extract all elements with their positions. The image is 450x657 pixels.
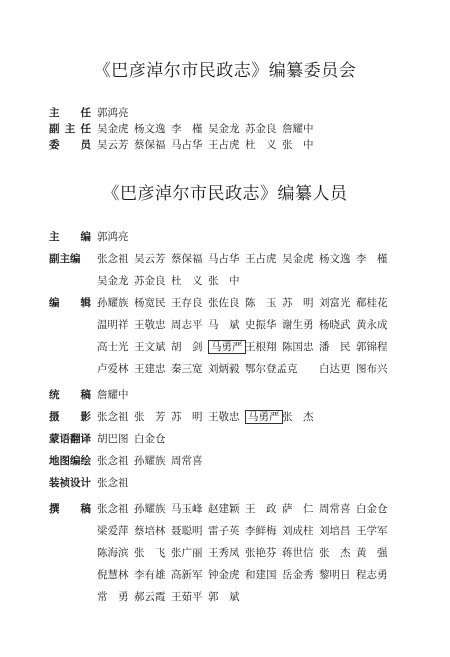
person-name: 和建国 — [245, 569, 277, 581]
person-name: 苏金良 — [134, 275, 166, 287]
label-text: 主 — [49, 231, 60, 243]
row-label — [49, 450, 97, 472]
name-list — [97, 292, 397, 380]
staff-title: 《巴彦淖尔市民政志》编纂人员 — [102, 184, 348, 204]
person-name: 吴金龙 — [208, 123, 240, 135]
person-name: 苏 明 — [282, 297, 314, 309]
person-name: 刘炳毅 — [208, 363, 240, 375]
person-name: 黎明日 — [319, 569, 351, 581]
person-name: 张 中 — [208, 275, 240, 287]
person-name: 刘培昌 — [319, 525, 351, 537]
name-list — [97, 226, 397, 248]
committee-title: 《巴彦淖尔市民政志》编纂委员会 — [93, 61, 357, 81]
person-name: 黄 强 — [356, 547, 388, 559]
label-text: 撰 — [49, 503, 60, 515]
person-name: 吴云芳 — [97, 139, 129, 151]
person-name: 潘 民 — [319, 341, 351, 353]
person-name: 王根翔 — [245, 341, 277, 353]
person-name: 马占华 — [208, 253, 240, 265]
person-name: 张 中 — [282, 139, 314, 151]
label-text: 任 — [80, 107, 91, 119]
row-label — [49, 498, 97, 520]
label-text: 副主编 — [49, 253, 81, 265]
label-text: 装祯设计 — [49, 477, 91, 489]
person-name: 杜 义 — [171, 275, 203, 287]
person-name: 史振华 — [245, 319, 277, 331]
staff-row — [49, 384, 439, 406]
person-name: 马玉峰 — [171, 503, 203, 515]
staff-row — [49, 498, 439, 608]
person-name: 马 斌 — [208, 319, 240, 331]
person-name: 杨宽民 — [134, 297, 166, 309]
person-name: 孙耀族 — [134, 503, 166, 515]
person-name: 钟金虎 — [208, 569, 240, 581]
person-name: 白达更 — [319, 363, 351, 375]
staff-row — [49, 406, 439, 428]
person-name: 杨晓武 — [319, 319, 351, 331]
person-name: 郭锦程 — [356, 341, 388, 353]
person-name: 张佐良 — [208, 297, 240, 309]
name-list — [97, 384, 397, 406]
person-name: 梁爱萍 — [97, 525, 129, 537]
name-list — [97, 121, 397, 137]
person-name: 李 槿 — [171, 123, 203, 135]
name-list — [97, 248, 397, 292]
label-text: 主 — [64, 123, 76, 135]
person-name: 孙耀族 — [134, 455, 166, 467]
name-list — [97, 498, 397, 608]
committee-row — [49, 137, 439, 153]
person-name: 张念祖 — [97, 455, 129, 467]
person-name: 图布兴 — [356, 363, 388, 375]
name-list — [97, 472, 397, 494]
name-list — [97, 428, 397, 450]
person-name: 白金仓 — [356, 503, 388, 515]
person-name: 杨文逸 — [319, 253, 351, 265]
person-name: 苏金良 — [245, 123, 277, 135]
person-name: 张念祖 — [97, 253, 129, 265]
person-name: 雷子英 — [208, 525, 240, 537]
person-name: 王学军 — [356, 525, 388, 537]
person-name: 苏 明 — [171, 411, 203, 423]
person-name: 胡巴图 — [97, 433, 129, 445]
person-name: 张 杰 — [282, 411, 314, 423]
staff-row — [49, 450, 439, 472]
person-name: 陈 玉 — [245, 297, 277, 309]
person-name: 张念祖 — [97, 503, 129, 515]
person-name: 李鲜梅 — [245, 525, 277, 537]
committee-row — [49, 105, 439, 121]
person-name: 吴金龙 — [97, 275, 129, 287]
label-text: 副 — [49, 123, 60, 135]
row-label — [49, 105, 97, 121]
person-name: 王茹平 — [171, 591, 203, 603]
name-list — [97, 137, 397, 153]
row-label — [49, 384, 97, 406]
person-name: 倪慧林 — [97, 569, 129, 581]
row-label — [49, 406, 97, 428]
label-text: 稿 — [80, 389, 91, 401]
person-name: 张广丽 — [171, 547, 203, 559]
person-name: 卢爱林 — [97, 363, 129, 375]
person-name: 郗桂花 — [356, 297, 388, 309]
name-list — [97, 450, 397, 472]
staff-row — [49, 248, 439, 292]
person-name: 黄永成 — [356, 319, 388, 331]
person-name: 王文斌 — [134, 341, 166, 353]
name-list — [97, 105, 397, 121]
person-name: 吴云芳 — [134, 253, 166, 265]
person-name: 胡 剑 — [171, 341, 203, 353]
label-text: 编 — [49, 297, 60, 309]
row-label — [49, 137, 97, 153]
person-name: 白金仓 — [134, 433, 166, 445]
person-name: 王建忠 — [134, 363, 166, 375]
person-name: 刘成柱 — [282, 525, 314, 537]
person-name: 程志勇 — [356, 569, 388, 581]
person-name: 高士光 — [97, 341, 129, 353]
person-name: 张 杰 — [319, 547, 351, 559]
person-name: 郝云霞 — [134, 591, 166, 603]
person-name: 秦三宽 — [171, 363, 203, 375]
person-name: 蔡保福 — [134, 139, 166, 151]
label-text: 主 — [49, 107, 60, 119]
person-name: 王敬忠 — [208, 411, 240, 423]
person-name: 陈海滨 — [97, 547, 129, 559]
row-label — [49, 248, 97, 270]
committee-section — [49, 105, 439, 153]
person-name: 常 勇 — [97, 591, 129, 603]
person-name: 张念祖 — [97, 477, 129, 489]
staff-row — [49, 226, 439, 248]
person-name: 马勇严 — [208, 336, 245, 358]
label-text: 影 — [80, 411, 91, 423]
staff-row — [49, 472, 439, 494]
label-text: 编 — [80, 231, 91, 243]
person-name: 蒋世信 — [282, 547, 314, 559]
person-name: 赵建颖 — [208, 503, 240, 515]
person-name: 马勇严 — [245, 406, 282, 428]
person-name: 王秀凤 — [208, 547, 240, 559]
person-name: 周常喜 — [319, 503, 351, 515]
person-name: 马占华 — [171, 139, 203, 151]
person-name: 张 飞 — [134, 547, 166, 559]
person-name: 刘富光 — [319, 297, 351, 309]
person-name: 王占虎 — [208, 139, 240, 151]
person-name: 王存良 — [171, 297, 203, 309]
label-text: 地图编绘 — [49, 455, 91, 467]
label-text: 任 — [80, 123, 91, 135]
person-name: 吴金虎 — [97, 123, 129, 135]
person-name: 蔡保福 — [171, 253, 203, 265]
person-name: 詹耀中 — [97, 389, 129, 401]
person-name: 张念祖 — [97, 411, 129, 423]
person-name: 周志平 — [171, 319, 203, 331]
label-text: 辑 — [80, 297, 91, 309]
person-name: 杨文逸 — [134, 123, 166, 135]
person-name: 陈国忠 — [282, 341, 314, 353]
label-text: 蒙语翻译 — [49, 433, 91, 445]
person-name: 蔡培林 — [134, 525, 166, 537]
staff-row — [49, 292, 439, 380]
person-name: 王占虎 — [245, 253, 277, 265]
person-name: 郭鸿亮 — [97, 231, 129, 243]
person-name: 孙耀族 — [97, 297, 129, 309]
staff-section — [49, 226, 439, 608]
label-text: 员 — [80, 139, 91, 151]
row-label — [49, 292, 97, 314]
person-name: 岳金秀 — [282, 569, 314, 581]
person-name: 郭鸿亮 — [97, 107, 129, 119]
row-label — [49, 472, 97, 494]
person-name: 吴金虎 — [282, 253, 314, 265]
row-label — [49, 428, 97, 450]
label-text: 委 — [49, 139, 60, 151]
person-name: 张 芳 — [134, 411, 166, 423]
person-name: 聂聪明 — [171, 525, 203, 537]
person-name: 王 政 — [245, 503, 277, 515]
person-name: 李 槿 — [356, 253, 388, 265]
person-name: 高新军 — [171, 569, 203, 581]
person-name: 杜 义 — [245, 139, 277, 151]
label-text: 稿 — [80, 503, 91, 515]
person-name: 周常喜 — [171, 455, 203, 467]
person-name: 萨 仁 — [282, 503, 314, 515]
row-label — [49, 226, 97, 248]
person-name: 鄂尔登孟克 — [245, 363, 298, 375]
person-name: 詹耀中 — [282, 123, 314, 135]
label-text: 摄 — [49, 411, 60, 423]
label-text: 统 — [49, 389, 60, 401]
person-name: 温明祥 — [97, 319, 129, 331]
staff-row — [49, 428, 439, 450]
person-name: 李有雄 — [134, 569, 166, 581]
person-name: 张艳芬 — [245, 547, 277, 559]
committee-row — [49, 121, 439, 137]
person-name: 谢生勇 — [282, 319, 314, 331]
name-list — [97, 406, 397, 428]
row-label — [49, 121, 97, 137]
person-name: 王敬忠 — [134, 319, 166, 331]
person-name: 郭 斌 — [208, 591, 240, 603]
